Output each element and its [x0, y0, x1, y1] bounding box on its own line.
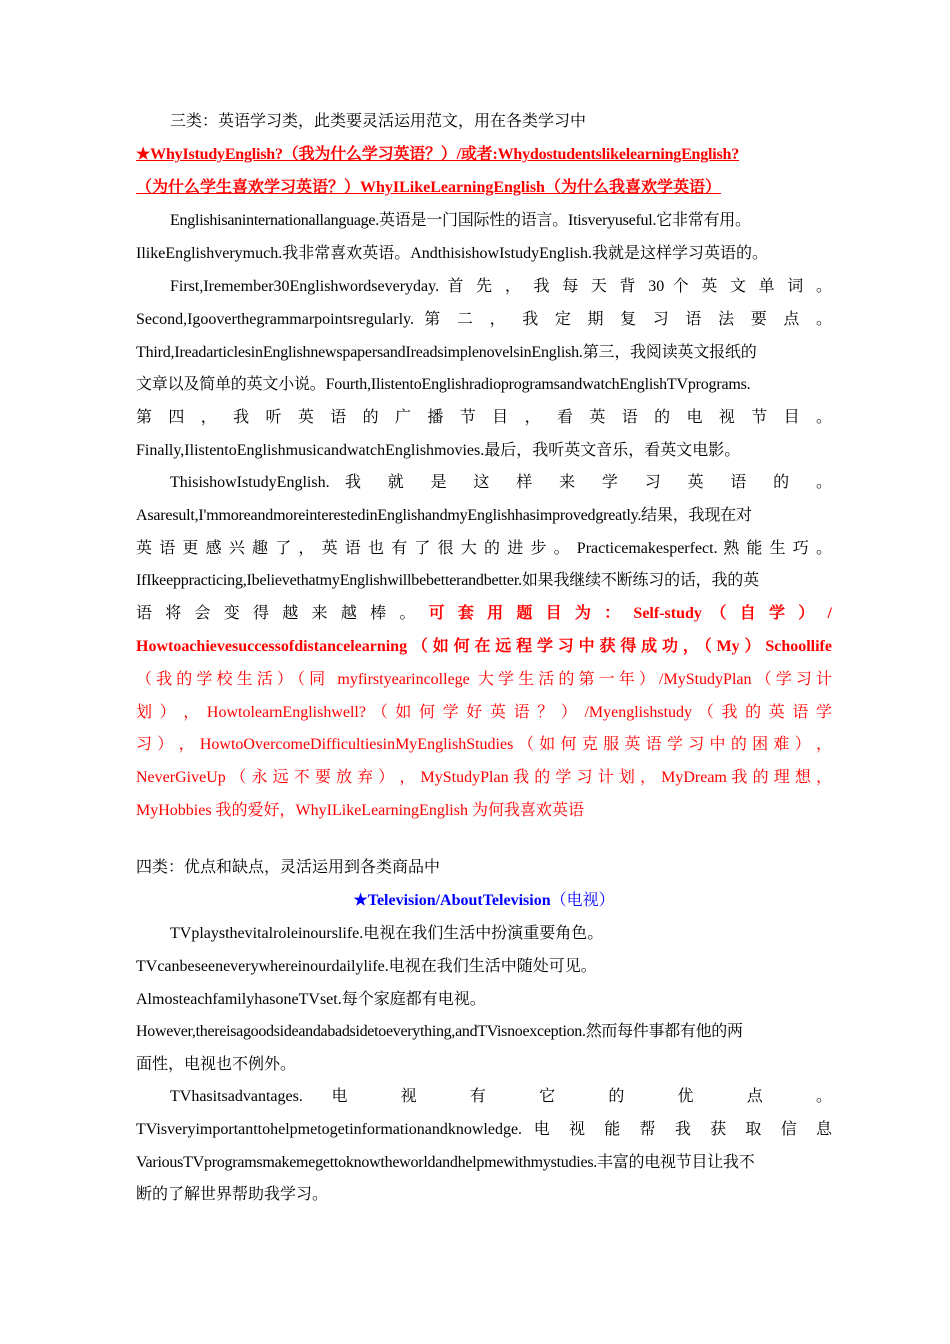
related-topics-line: NeverGiveUp （ 永 远 不 要 放 弃 ） ， MyStudyPlan 我 的 学 习 计 划 ， MyDream 我 的 理 想 ， — [136, 769, 832, 787]
text-line: AlmosteachfamilyhasoneTVset.每个家庭都有电视。 — [136, 990, 486, 1008]
text-line: TVplaysthevitalroleinourslife.电视在我们生活中扮演重要角色。 — [170, 925, 604, 942]
text-line: 面性，电视也不例外。 — [136, 1056, 297, 1074]
text-line: ThisishowIstudyEnglish. 我 就 是 这 样 来 学 习 英 语 的 。 — [170, 474, 832, 491]
section3-paragraph-2 — [136, 271, 832, 468]
text-line: Finally,IlistentoEnglishmusicandwatchEnglishmovies.最后，我听英文音乐，看英文电影。 — [136, 441, 741, 459]
related-topics-line: Howtoachievesuccessofdistancelearning（如何在远程学习中获得成功，（My）Schoollife — [136, 637, 832, 655]
section4-title-bold: ★Television/AboutTelevision — [353, 892, 551, 909]
section4-title — [136, 885, 832, 918]
text-line: IlikeEnglishverymuch.我非常喜欢英语。AndthisishowIstudyEnglish.我就是这样学习英语的。 — [136, 244, 768, 262]
text-line: Second,Igooverthegrammarpointsregularly. 第 二 ， 我 定 期 复 习 语 法 要 点 。 — [136, 310, 832, 328]
section3-paragraph-1 — [136, 205, 832, 271]
text-line: 断的了解世界帮助我学习。 — [136, 1186, 329, 1204]
text-line: However,thereisagoodsideandabadsidetoeverything,andTVisnoexception.然而每件事都有他的两 — [136, 1023, 743, 1041]
section3-title-line2: （为什么学生喜欢学习英语？）WhyILikeLearningEnglish（为什么我喜欢学英语） — [136, 179, 721, 196]
section3-paragraph-3 — [136, 467, 832, 828]
text-line: 第 四 ， 我 听 英 语 的 广 播 节 目 ， 看 英 语 的 电 视 节 目 。 — [136, 409, 832, 427]
text-span: 语 将 会 变 得 越 来 越 棒 。 — [136, 605, 420, 623]
related-topics-line: 划 ） ， HowtolearnEnglishwell? （ 如 何 学 好 英 语 ？ ） /Myenglishstudy （ 我 的 英 语 学 — [136, 703, 832, 721]
text-line: 文章以及简单的英文小说。Fourth,IlistentoEnglishradioprogramsandwatchEnglishTVprograms. — [136, 376, 751, 394]
section4-paragraph-1 — [136, 918, 832, 1082]
text-line: 英 语 更 感 兴 趣 了 ， 英 语 也 有 了 很 大 的 进 步 。 Practicemakesperfect. 熟 能 生 巧 。 — [136, 539, 832, 557]
text-line — [136, 598, 832, 631]
text-line: Englishisaninternationallanguage.英语是一门国际性的语言。Itisveryuseful.它非常有用。 — [170, 212, 751, 229]
section4-title-rest: （电视） — [550, 892, 615, 909]
related-topics-line: MyHobbies 我的爱好，WhyILikeLearningEnglish 为何我喜欢英语 — [136, 801, 584, 819]
section3-heading: 三类：英语学习类，此类要灵活运用范文，用在各类学习中 — [170, 113, 587, 130]
text-line: TVcanbeseeneverywhereinourdailylife.电视在我们生活中随处可见。 — [136, 957, 597, 975]
text-line: Asaresult,I'mmoreandmoreinterestedinEnglishandmyEnglishhasimprovedgreatly.结果，我现在对 — [136, 506, 752, 524]
related-topics-intro: 可 套 用 题 目 为 ： Self-study （ 自 学 ） / — [419, 605, 832, 623]
text-line: VariousTVprogramsmakemegettoknowtheworldandhelpmewithmystudies.丰富的电视节目让我不 — [136, 1153, 755, 1171]
related-topics-line: （我的学校生活）（同 myfirstyearincollege 大学生活的第一年）/MyStudyPlan（学习计 — [136, 670, 832, 688]
section4-heading: 四类：优点和缺点，灵活运用到各类商品中 — [136, 859, 441, 876]
text-line: Third,IreadarticlesinEnglishnewspapersandIreadsimplenovelsinEnglish.第三，我阅读英文报纸的 — [136, 343, 757, 361]
text-line: TVisveryimportanttohelpmetogetinformationandknowledge. 电 视 能 帮 我 获 取 信 息 — [136, 1120, 832, 1138]
text-line: IfIkeeppracticing,IbelievethatmyEnglishwillbebetterandbetter.如果我继续不断练习的话，我的英 — [136, 572, 759, 590]
related-topics-line: 习 ） ， HowtoOvercomeDifficultiesinMyEnglishStudies （ 如 何 克 服 英 语 学 习 中 的 困 难 ） ， — [136, 736, 832, 754]
text-line: TVhasitsadvantages. 电 视 有 它 的 优 点 。 — [170, 1088, 832, 1105]
text-line: First,Iremember30Englishwordseveryday. 首 先 ， 我 每 天 背 30 个 英 文 单 词 。 — [170, 278, 832, 295]
section3-title-line1: ★WhyIstudyEnglish?（我为什么学习英语？）/或者:WhydostudentslikelearningEnglish? — [136, 146, 740, 163]
section4-paragraph-2 — [136, 1081, 832, 1212]
